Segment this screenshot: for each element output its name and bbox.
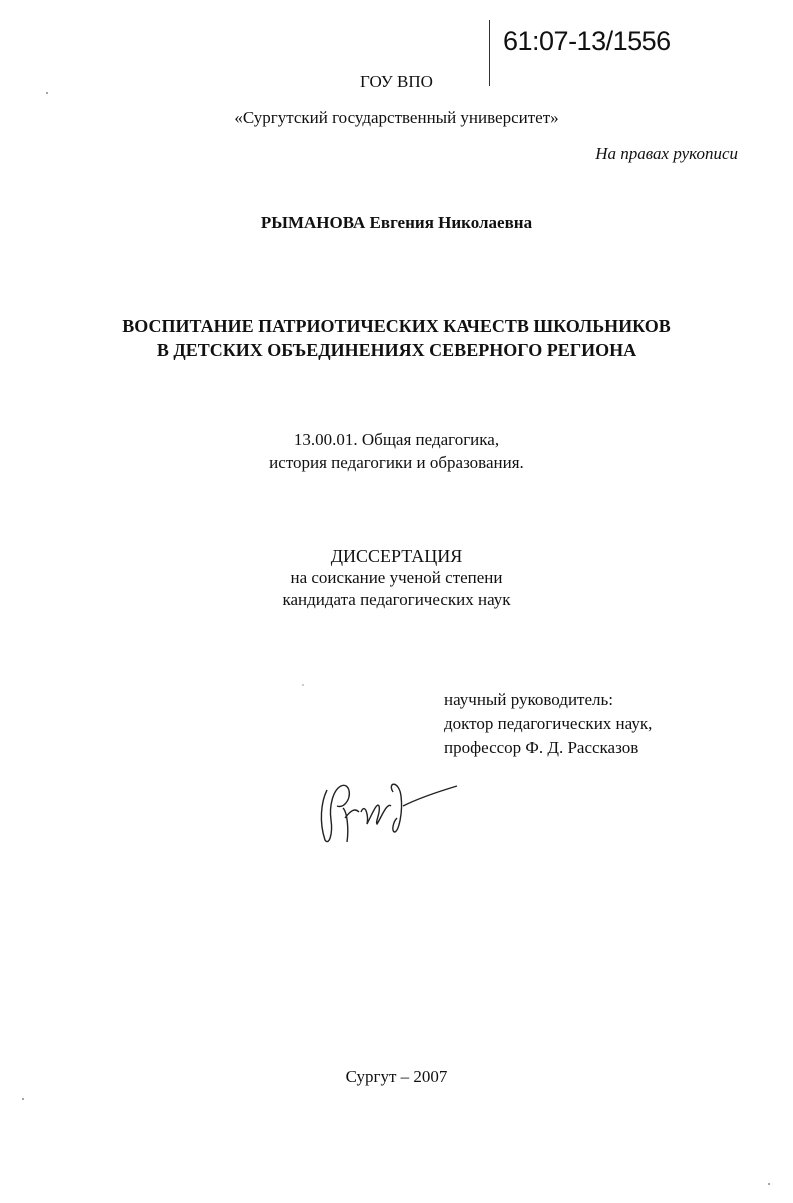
institution-type: ГОУ ВПО <box>360 72 433 91</box>
author-surname: РЫМАНОВА <box>260 213 366 232</box>
scan-speck <box>302 684 304 686</box>
handwritten-signature <box>315 772 465 857</box>
specialty <box>0 428 793 474</box>
specialty-line-2: история педагогики и образования. <box>269 453 524 472</box>
specialty-line-1: 13.00.01. Общая педагогика, <box>293 430 500 449</box>
degree-line-1: на соискание ученой степени <box>290 568 503 587</box>
supervisor-line-3: профессор Ф. Д. Рассказов <box>444 738 639 757</box>
place-and-year: Сургут – 2007 <box>345 1067 448 1086</box>
scan-speck <box>22 1098 24 1100</box>
scan-speck <box>768 1183 770 1185</box>
supervisor-block <box>444 688 652 760</box>
document-type-heading: ДИССЕРТАЦИЯ <box>330 546 463 566</box>
archive-code: 61:07-13/1556 <box>503 26 671 56</box>
degree-block <box>0 545 793 611</box>
signature-drawing <box>315 772 465 852</box>
institution-name: «Сургутский государственный университет» <box>234 108 559 127</box>
scan-speck <box>46 92 48 94</box>
degree-line-2: кандидата педагогических наук <box>282 590 511 609</box>
dissertation-title <box>0 314 793 362</box>
title-line-2: В ДЕТСКИХ ОБЪЕДИНЕНИЯХ СЕВЕРНОГО РЕГИОНА <box>156 340 637 360</box>
supervisor-line-2: доктор педагогических наук, <box>444 714 653 733</box>
title-line-1: ВОСПИТАНИЕ ПАТРИОТИЧЕСКИХ КАЧЕСТВ ШКОЛЬНИКОВ <box>122 316 671 336</box>
author-given-names: Евгения Николаевна <box>369 213 533 232</box>
rights-note: На правах рукописи <box>595 144 738 163</box>
author-name <box>0 213 793 233</box>
supervisor-line-1: научный руководитель: <box>444 690 613 709</box>
